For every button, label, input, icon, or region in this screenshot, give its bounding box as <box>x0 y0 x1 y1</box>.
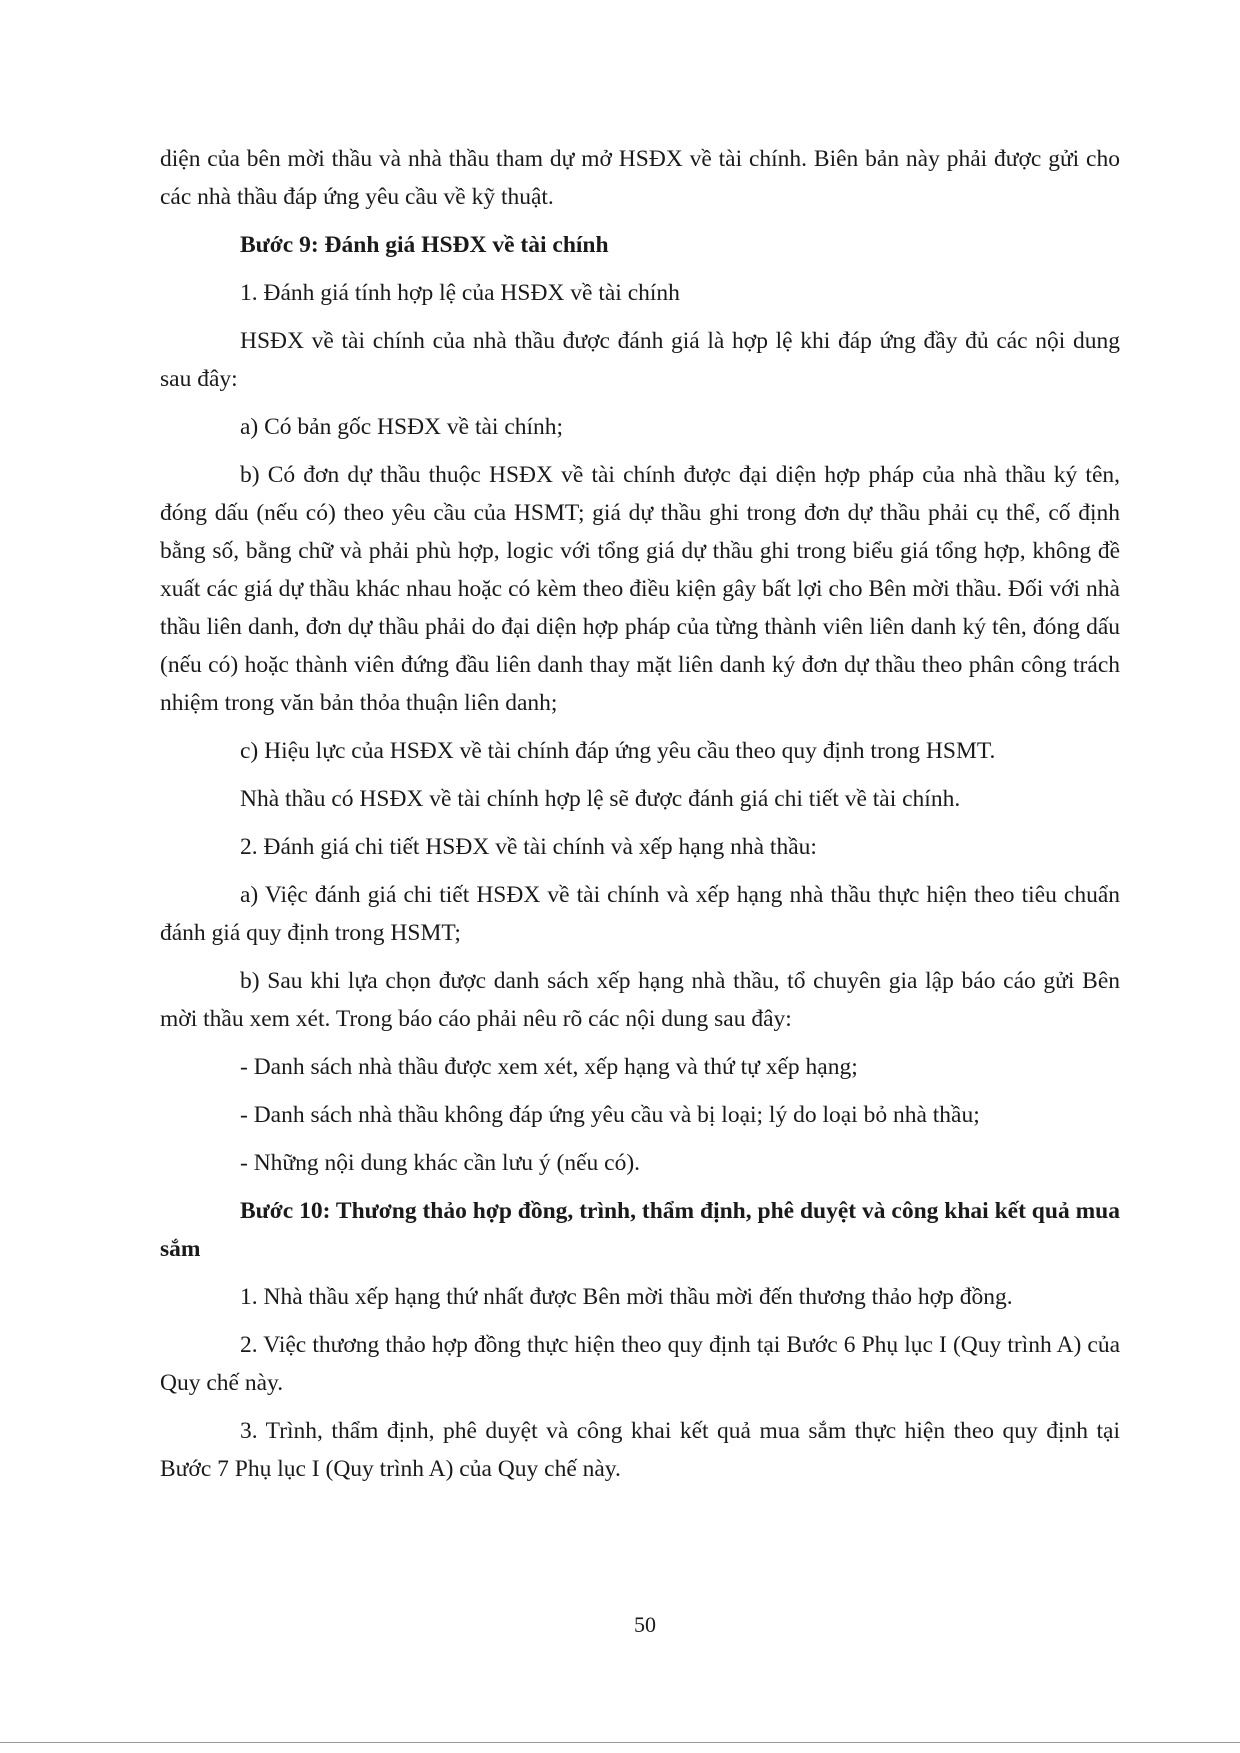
item-b-report: b) Sau khi lựa chọn được danh sách xếp hạng nhà thầu, tổ chuyên gia lập báo cáo gửi Bên mời thầu xem xét. Trong báo cáo phải nêu rõ các nội dung sau đây: <box>160 968 1120 1032</box>
page-number: 50 <box>634 1612 656 1637</box>
paragraph-validity-intro: HSĐX về tài chính của nhà thầu được đánh giá là hợp lệ khi đáp ứng đầy đủ các nội dung sau đây: <box>160 328 1120 392</box>
item-a-original: a) Có bản gốc HSĐX về tài chính; <box>240 414 564 440</box>
paragraph-continuation: diện của bên mời thầu và nhà thầu tham dự mở HSĐX về tài chính. Biên bản này phải được gửi cho các nhà thầu đáp ứng yêu cầu về kỹ thuật. <box>160 146 1120 210</box>
item-1-negotiation-invite: 1. Nhà thầu xếp hạng thứ nhất được Bên mời thầu mời đến thương thảo hợp đồng. <box>240 1284 1013 1310</box>
item-2-negotiation-rules: 2. Việc thương thảo hợp đồng thực hiện theo quy định tại Bước 6 Phụ lục I (Quy trình A) của Quy chế này. <box>160 1332 1120 1396</box>
paragraph-valid-result: Nhà thầu có HSĐX về tài chính hợp lệ sẽ được đánh giá chi tiết về tài chính. <box>240 786 961 812</box>
subheading-detailed-evaluation: 2. Đánh giá chi tiết HSĐX về tài chính và xếp hạng nhà thầu: <box>240 834 817 860</box>
bullet-other-notes: - Những nội dung khác cần lưu ý (nếu có). <box>240 1150 641 1176</box>
item-c-validity: c) Hiệu lực của HSĐX về tài chính đáp ứng yêu cầu theo quy định trong HSMT. <box>240 738 996 764</box>
heading-step-10: Bước 10: Thương thảo hợp đồng, trình, thẩm định, phê duyệt và công khai kết quả mua sắm <box>160 1198 1120 1262</box>
heading-step-9: Bước 9: Đánh giá HSĐX về tài chính <box>240 232 609 258</box>
bullet-ranked-list: - Danh sách nhà thầu được xem xét, xếp hạng và thứ tự xếp hạng; <box>240 1054 858 1080</box>
subheading-validity: 1. Đánh giá tính hợp lệ của HSĐX về tài chính <box>240 280 680 306</box>
document-page <box>160 140 1120 1498</box>
item-3-approval: 3. Trình, thẩm định, phê duyệt và công khai kết quả mua sắm thực hiện theo quy định tại Bước 7 Phụ lục I (Quy trình A) của Quy chế này. <box>160 1418 1120 1482</box>
scan-bottom-edge <box>0 1742 1240 1743</box>
item-a-detailed-evaluation: a) Việc đánh giá chi tiết HSĐX về tài chính và xếp hạng nhà thầu thực hiện theo tiêu chuẩn đánh giá quy định trong HSMT; <box>160 882 1120 946</box>
item-b-bid-form: b) Có đơn dự thầu thuộc HSĐX về tài chính được đại diện hợp pháp của nhà thầu ký tên, đóng dấu (nếu có) theo yêu cầu của HSMT; giá dự thầu ghi trong đơn dự thầu phải cụ thể, cố định bằng số, bằng chữ và phải phù hợp, logic với tổng giá dự thầu ghi trong biểu giá tổng hợp, không đề xuất các giá dự thầu khác nhau hoặc có kèm theo điều kiện gây bất lợi cho Bên mời thầu. Đối với nhà thầu liên danh, đơn dự thầu phải do đại diện hợp pháp của từng thành viên liên danh ký tên, đóng dấu (nếu có) hoặc thành viên đứng đầu liên danh thay mặt liên danh ký đơn dự thầu theo phân công trách nhiệm trong văn bản thỏa thuận liên danh; <box>160 462 1120 716</box>
bullet-rejected-list: - Danh sách nhà thầu không đáp ứng yêu cầu và bị loại; lý do loại bỏ nhà thầu; <box>240 1102 980 1128</box>
